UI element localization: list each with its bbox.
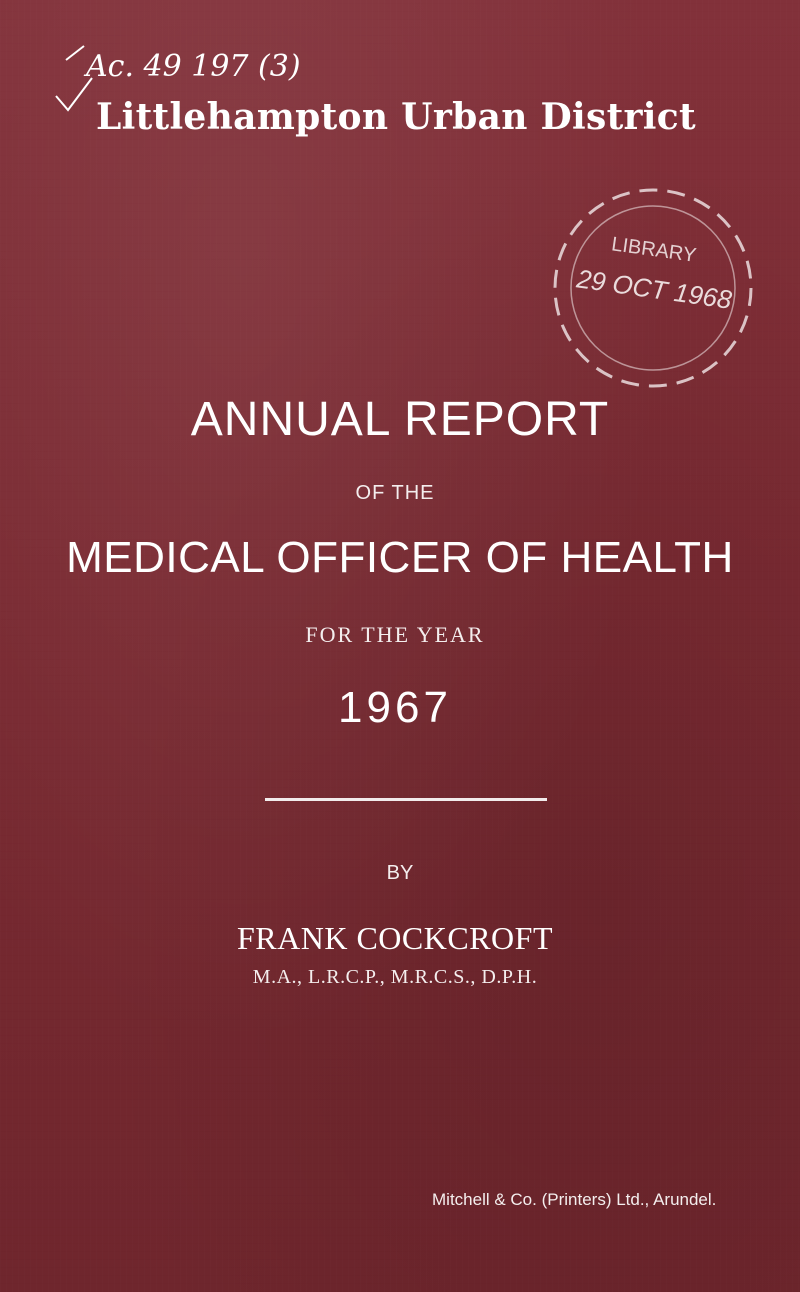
author-qualifications: M.A., L.R.C.P., M.R.C.S., D.P.H.	[252, 966, 538, 988]
for-the-year-label: FOR THE YEAR	[305, 622, 485, 647]
report-year: 1967	[338, 683, 452, 732]
divider-rule	[265, 798, 547, 801]
stamp-date: 29 OCT 1968	[574, 263, 734, 315]
of-the-label: OF THE	[355, 482, 435, 504]
library-date-stamp	[535, 176, 770, 406]
district-title: Littlehampton Urban District	[96, 96, 696, 138]
annual-report-heading: ANNUAL REPORT	[190, 393, 610, 446]
medical-officer-heading: MEDICAL OFFICER OF HEALTH	[66, 533, 734, 582]
stamp-top-text: LIBRARY	[610, 233, 698, 267]
author-name: FRANK COCKCROFT	[236, 920, 553, 956]
printer-imprint: Mitchell & Co. (Printers) Ltd., Arundel.	[432, 1190, 717, 1209]
handwritten-note-text: Ac. 49 197 (3)	[86, 49, 301, 84]
by-label: BY	[386, 862, 414, 884]
